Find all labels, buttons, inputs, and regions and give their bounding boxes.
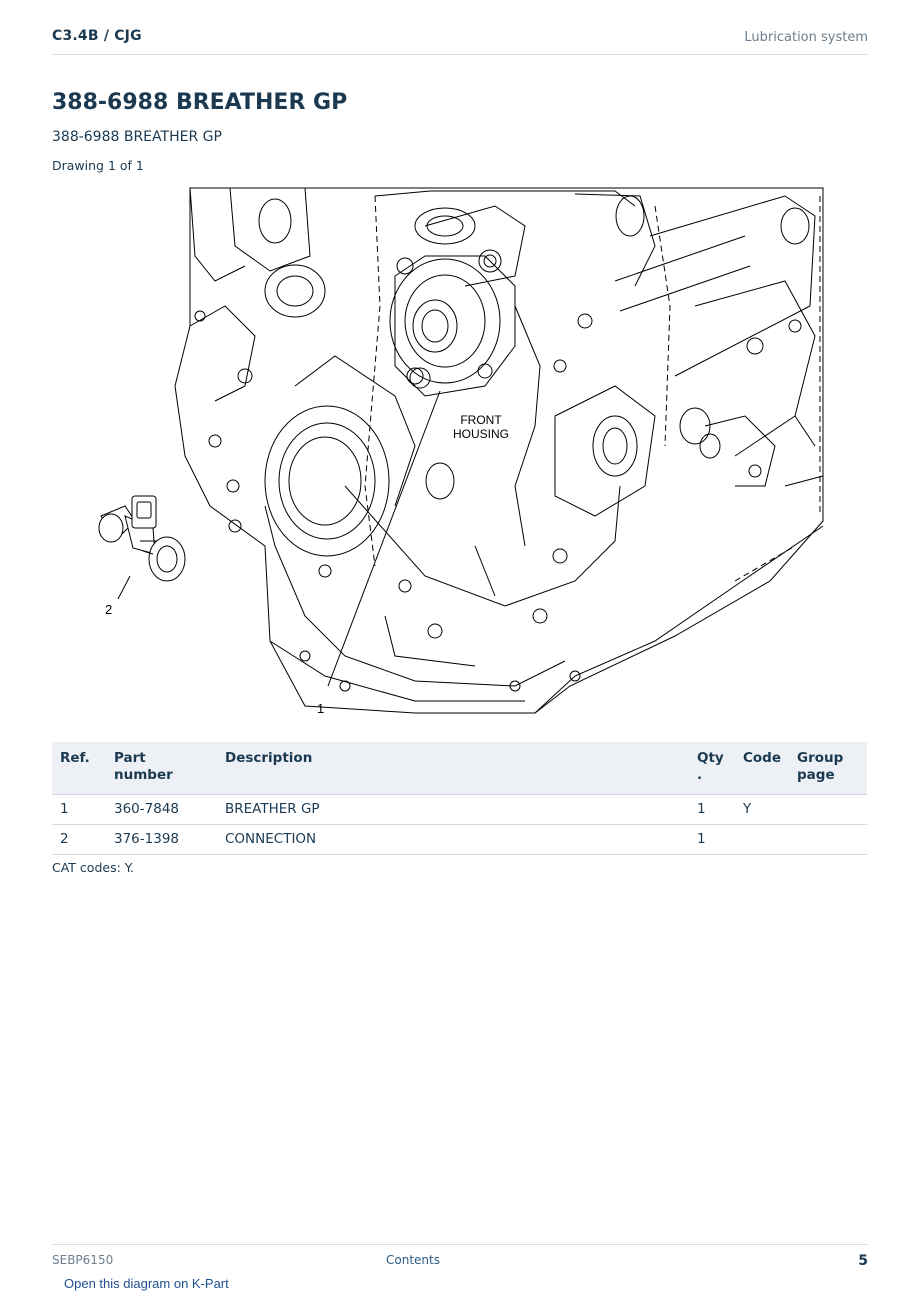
model-label: C3.4B / CJG — [52, 28, 142, 44]
cell-group-page — [789, 825, 867, 855]
cell-group-page — [789, 795, 867, 825]
document-number: SEBP6150 — [52, 1253, 114, 1267]
page-footer — [52, 1244, 868, 1275]
header-description: Description — [217, 742, 689, 795]
page-number: 5 — [858, 1253, 868, 1269]
page-subtitle: 388-6988 BREATHER GP — [52, 129, 222, 145]
table-header-row — [52, 742, 867, 795]
table-row — [52, 825, 867, 855]
cat-codes-note: CAT codes: Y. — [52, 860, 134, 875]
kpart-link[interactable]: Open this diagram on K-Part — [64, 1276, 229, 1291]
cell-qty: 1 — [689, 825, 735, 855]
cell-ref: 1 — [52, 795, 106, 825]
page-title: 388-6988 BREATHER GP — [52, 90, 348, 115]
header-group-page: Group page — [789, 742, 867, 795]
contents-link[interactable]: Contents — [386, 1253, 440, 1267]
cell-part-number: 376-1398 — [106, 825, 217, 855]
cell-description: BREATHER GP — [217, 795, 689, 825]
cell-ref: 2 — [52, 825, 106, 855]
parts-table — [52, 742, 867, 855]
callout-1-label: 1 — [317, 701, 325, 716]
header-part-number: Part number — [106, 742, 217, 795]
callout-2-label: 2 — [105, 602, 113, 617]
front-housing-label-line1: FRONT — [460, 413, 502, 427]
drawing-label: Drawing 1 of 1 — [52, 158, 144, 173]
cell-description: CONNECTION — [217, 825, 689, 855]
section-label: Lubrication system — [744, 30, 868, 45]
cell-part-number: 360-7848 — [106, 795, 217, 825]
front-housing-label-line2: HOUSING — [452, 427, 510, 441]
parts-diagram — [95, 186, 825, 718]
page-header — [52, 28, 868, 55]
header-code: Code — [735, 742, 789, 795]
cell-code: Y — [735, 795, 789, 825]
table-row — [52, 795, 867, 825]
header-ref: Ref. — [52, 742, 106, 795]
cell-qty: 1 — [689, 795, 735, 825]
header-qty: Qty . — [689, 742, 735, 795]
cell-code — [735, 825, 789, 855]
